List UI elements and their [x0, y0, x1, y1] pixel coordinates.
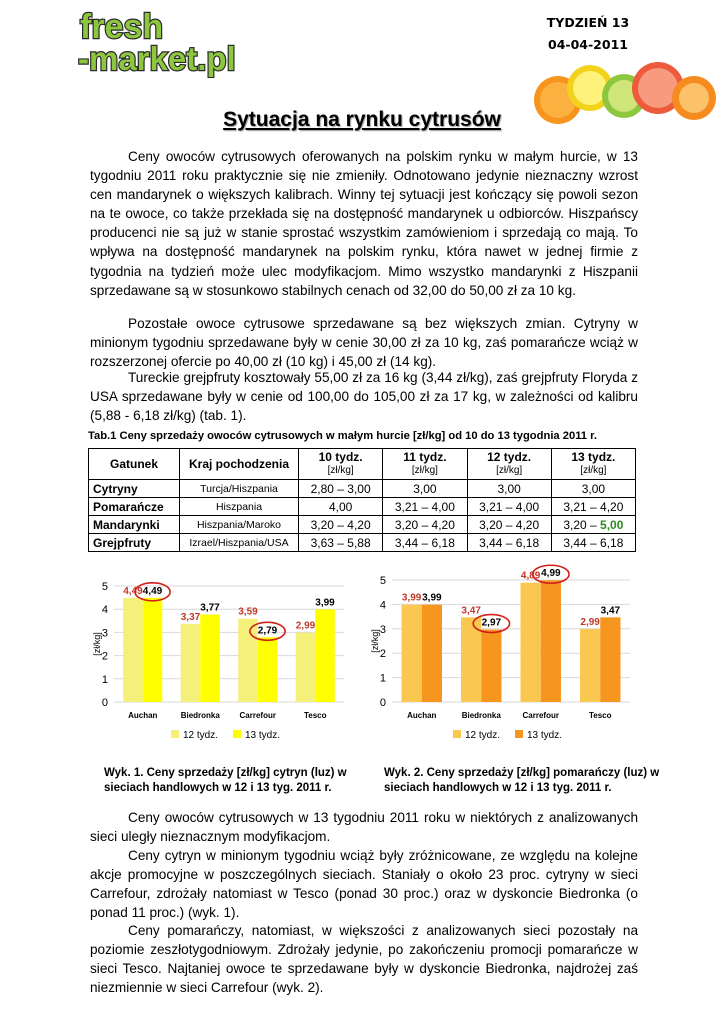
header-week-12: 12 tydz. [zł/kg] [467, 449, 551, 480]
cell-w10: 3,63 – 5,88 [299, 534, 383, 552]
table-row [89, 516, 636, 534]
data-label: 4,89 [520, 570, 541, 582]
bar-carrefour-1 [541, 580, 561, 702]
data-label: 2,79 [257, 625, 278, 637]
data-label: 3,47 [461, 605, 481, 617]
header-gatunek: Gatunek [89, 449, 180, 480]
cell-w13: 3,00 [551, 480, 635, 498]
data-label: 3,99 [422, 592, 442, 604]
logo-text-top: fresh [80, 8, 164, 46]
y-tick-label: 1 [101, 673, 108, 686]
bar-carrefour-1 [258, 637, 278, 702]
cell-w12: 3,00 [467, 480, 551, 498]
logo-text-bottom: -market.pl [78, 40, 236, 77]
cell-w13: 3,20 – 5,00 [551, 516, 635, 534]
y-axis-label: [zł/kg] [92, 632, 102, 656]
bar-biedronka-1 [481, 630, 501, 702]
cell-w10: 2,80 – 3,00 [299, 480, 383, 498]
cell-w12: 3,21 – 4,00 [467, 498, 551, 516]
header-kraj: Kraj pochodzenia [180, 449, 299, 480]
legend-swatch [515, 730, 523, 738]
bar-auchan-1 [143, 598, 163, 702]
chart1-caption: Wyk. 1. Ceny sprzedaży [zł/kg] cytryn (luz) w sieciach handlowych w 12 i 13 tyg. 2011 r. [104, 767, 347, 794]
data-label: 4,49 [142, 585, 163, 597]
cell-name: Cytryny [89, 480, 180, 498]
legend-label: 13 tydz. [527, 730, 563, 741]
x-tick-label: Auchan [128, 711, 158, 720]
x-tick-label: Biedronka [180, 711, 220, 720]
legend-label: 12 tydz. [183, 730, 219, 741]
week-info [540, 12, 636, 56]
cell-w10: 3,20 – 4,20 [299, 516, 383, 534]
y-tick-label: 4 [101, 604, 108, 617]
cell-w12: 3,44 – 6,18 [467, 534, 551, 552]
data-label: 3,37 [180, 611, 201, 623]
data-label: 2,99 [580, 617, 600, 629]
page-title: Sytuacja na rynku cytrusów [223, 108, 501, 131]
table-row [89, 498, 636, 516]
y-tick-label: 0 [101, 697, 108, 709]
x-tick-label: Biedronka [461, 711, 501, 720]
paragraph-lemons-oranges: Pozostałe owoce cytrusowe sprzedawane są bez większych zmian. Cytryny w minionym tygodniu sprzedawane były w cenie 30,00 zł za 10 kg, zaś pomarańcze wciąż w rozszerzonej ofercie po 40,00 zł (10 kg) i 45,00 zł (14 kg). [90, 316, 638, 370]
x-tick-label: Carrefour [522, 711, 559, 720]
data-label: 2,97 [481, 617, 502, 629]
y-tick-label: 5 [101, 581, 108, 593]
cell-w11: 3,21 – 4,00 [383, 498, 467, 516]
cell-name: Pomarańcze [89, 498, 180, 516]
table-header-row [89, 449, 636, 480]
data-label: 2,99 [295, 620, 316, 632]
y-tick-label: 1 [379, 672, 386, 685]
fresh-market-logo[interactable] [78, 8, 258, 78]
x-tick-label: Tesco [588, 711, 612, 720]
bar-auchan-1 [422, 605, 442, 702]
cell-w12: 3,20 – 4,20 [467, 516, 551, 534]
bar-auchan-0 [123, 598, 143, 702]
cell-w10: 4,00 [299, 498, 383, 516]
cell-country: Turcja/Hiszpania [180, 480, 299, 498]
bar-tesco-1 [600, 617, 620, 702]
x-tick-label: Auchan [407, 711, 437, 720]
cell-w11: 3,44 – 6,18 [383, 534, 467, 552]
y-tick-label: 3 [379, 623, 386, 636]
data-label: 3,47 [600, 605, 621, 617]
header-week-10: 10 tydz. [zł/kg] [299, 449, 383, 480]
cell-w11: 3,20 – 4,20 [383, 516, 467, 534]
bar-carrefour-0 [521, 583, 541, 702]
data-label: 3,99 [401, 592, 422, 604]
bar-biedronka-1 [200, 615, 220, 702]
chart-lemons [88, 568, 350, 760]
y-axis-label: [zł/kg] [370, 629, 380, 653]
y-tick-label: 0 [379, 697, 386, 709]
legend-swatch [171, 730, 179, 738]
price-table [88, 448, 636, 552]
data-label: 4,99 [541, 568, 561, 580]
paragraph-lemon-networks: Ceny cytryn w minionym tygodniu wciąż były zróżnicowane, ze względu na kolejne akcje promocyjne w poszczególnych sieciach. Staniały o około 23 proc. cytryny w sieci Carrefour, zdrożały natomiast w Tesco (ponad 30 proc.) oraz w dyskoncie Biedronka (o ponad 11 proc.) (wyk. 1). [90, 848, 638, 921]
cell-name: Mandarynki [89, 516, 180, 534]
cell-country: Izrael/Hiszpania/USA [180, 534, 299, 552]
legend-swatch [453, 730, 461, 738]
paragraph-mandarins: Ceny owoców cytrusowych oferowanych na polskim rynku w małym hurcie, w 13 tygodniu 2011 roku praktycznie się nie zmieniły. Odnotowano jedynie nieznaczny wzrost cen mandarynek o większych kalibrach. Winny tej sytuacji jest kończący się powoli sezon na te owoce, co także przekłada się na dostępność mandarynek u odbiorców. Hiszpańscy producenci nie są już w stanie sprostać wszystkim zamówieniom i sprzedają co mają. To wpływa na dostępność mandarynek na polskim rynku, która nawet w jednej firmie z tygodnia na tydzień może ulec modyfikacjom. Mimo wszystko mandarynki z Hiszpanii sprzedawane są w stosunkowo stabilnych cenach od 32,00 do 50,00 zł za 10 kg. [90, 149, 638, 298]
cell-w11: 3,00 [383, 480, 467, 498]
y-tick-label: 4 [379, 599, 386, 612]
bar-carrefour-0 [238, 619, 258, 702]
bar-auchan-0 [402, 605, 422, 702]
legend-label: 12 tydz. [465, 730, 501, 741]
paragraph-networks: Ceny owoców cytrusowych w 13 tygodniu 2011 roku w niektórych z analizowanych sieci uległy nieznacznym modyfikacjom. [90, 810, 638, 845]
header-week-13: 13 tydz. [zł/kg] [551, 449, 635, 480]
x-tick-label: Carrefour [239, 711, 276, 720]
week-date: 04-04-2011 [548, 37, 628, 52]
table-row [89, 534, 636, 552]
cell-country: Hiszpania [180, 498, 299, 516]
week-label: TYDZIEŃ 13 [546, 15, 630, 30]
paragraph-grapefruits: Tureckie grejpfruty kosztowały 55,00 zł za 16 kg (3,44 zł/kg), zaś grejpfruty Floryda z USA sprzedawane były w cenie od 100,00 do 105,00 zł za 17 kg, w zależności od kalibru (5,88 - 6,18 zł/kg) (tab. 1). [90, 370, 638, 424]
cell-w13: 3,44 – 6,18 [551, 534, 635, 552]
y-tick-label: 2 [379, 648, 386, 661]
paragraph-orange-networks: Ceny pomarańczy, natomiast, w większości z analizowanych sieci pozostały na poziomie zeszłotygodniowym. Zdrożały jedynie, po zakończeniu promocji pomarańcze w sieci Tesco. Najtaniej owoce te sprzedawane były w dyskoncie Biedronka, najdrożej zaś niezmiennie w sieci Carrefour (wyk. 2). [90, 923, 638, 996]
cell-name: Grejpfruty [89, 534, 180, 552]
legend-label: 13 tydz. [245, 730, 281, 741]
cell-w13: 3,21 – 4,20 [551, 498, 635, 516]
table-row [89, 480, 636, 498]
table-caption: Tab.1 Ceny sprzedaży owoców cytrusowych w małym hurcie [zł/kg] od 10 do 13 tygodnia 2011 r. [88, 430, 597, 442]
y-tick-label: 5 [379, 575, 386, 587]
bar-biedronka-0 [181, 624, 201, 702]
bar-tesco-0 [580, 629, 600, 702]
bar-tesco-0 [296, 633, 316, 702]
chart-oranges [366, 562, 636, 760]
data-label: 3,77 [200, 602, 220, 614]
legend-swatch [233, 730, 241, 738]
y-tick-label: 3 [101, 627, 108, 640]
data-label: 4,49 [123, 585, 143, 597]
bar-tesco-1 [315, 609, 335, 702]
chart2-caption: Wyk. 2. Ceny sprzedaży [zł/kg] pomarańczy (luz) w sieciach handlowych w 12 i 13 tyg. 2011 r. [384, 767, 660, 794]
y-tick-label: 2 [101, 650, 108, 663]
x-tick-label: Tesco [303, 711, 327, 720]
header-week-11: 11 tydz. [zł/kg] [383, 449, 467, 480]
data-label: 3,59 [238, 606, 258, 618]
cell-country: Hiszpania/Maroko [180, 516, 299, 534]
data-label: 3,99 [315, 597, 335, 609]
